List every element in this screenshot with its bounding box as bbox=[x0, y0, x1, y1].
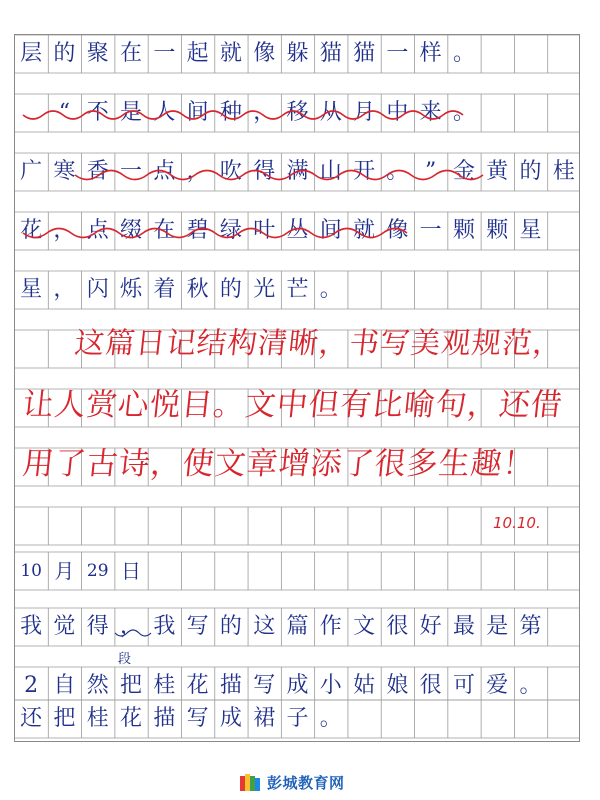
grid-character: 姑 bbox=[353, 673, 376, 698]
grid-character: ， bbox=[253, 100, 276, 125]
grid-character: 得 bbox=[86, 614, 109, 639]
grid-character: 桂 bbox=[86, 706, 109, 731]
grid-character: 描 bbox=[153, 706, 176, 731]
grid-character: 在 bbox=[120, 41, 143, 66]
grid-character: 很 bbox=[419, 673, 442, 698]
essay-row-2 bbox=[15, 94, 580, 132]
grid-character: 花 bbox=[20, 218, 43, 243]
essay-row-3 bbox=[15, 153, 580, 191]
grid-character: 成 bbox=[286, 673, 309, 698]
grid-character: 好 bbox=[419, 614, 442, 639]
grid-character: 花 bbox=[186, 673, 209, 698]
grid-character: 香 bbox=[86, 159, 109, 184]
grid-character: 桂 bbox=[153, 673, 176, 698]
grid-character: 一 bbox=[386, 41, 409, 66]
grid-character: 开 bbox=[353, 159, 376, 184]
grid-character: 是 bbox=[486, 614, 509, 639]
grid-character: 绿 bbox=[219, 218, 242, 243]
diary-date-row bbox=[15, 552, 580, 590]
grid-character: 的 bbox=[219, 614, 242, 639]
grid-character: 像 bbox=[386, 218, 409, 243]
diary-row-3 bbox=[15, 700, 580, 738]
footer-watermark bbox=[238, 770, 345, 794]
grid-character: 这 bbox=[253, 614, 276, 639]
diary-row-text bbox=[15, 608, 580, 646]
grid-character: 最 bbox=[452, 614, 475, 639]
grid-character: 寒 bbox=[53, 159, 76, 184]
grid-character: 篇 bbox=[286, 614, 309, 639]
teacher-comment-date: 10.10. bbox=[493, 514, 541, 532]
grid-character: 成 bbox=[219, 706, 242, 731]
grid-character: 像 bbox=[253, 41, 276, 66]
grid-character: 不 bbox=[86, 100, 109, 125]
grid-character: 裙 bbox=[253, 706, 276, 731]
grid-character: 得 bbox=[253, 159, 276, 184]
grid-character: 丛 bbox=[286, 218, 309, 243]
insertion-mark: 段 bbox=[118, 652, 132, 667]
essay-row-text bbox=[15, 153, 580, 191]
grid-character bbox=[15, 94, 47, 132]
grid-character: 写 bbox=[186, 706, 209, 731]
grid-character: 月 bbox=[353, 100, 376, 125]
grid-character: 我 bbox=[20, 614, 43, 639]
grid-character: 移 bbox=[286, 100, 309, 125]
grid-character: 写 bbox=[186, 614, 209, 639]
grid-character: 颗 bbox=[486, 218, 509, 243]
teacher-comment-line-2: 让人赏心悦目。文中但有比喻句，还借 bbox=[20, 387, 565, 423]
grid-character: 。 bbox=[452, 100, 475, 125]
grid-character: 觉 bbox=[53, 614, 76, 639]
grid-character: 层 bbox=[20, 41, 43, 66]
diary-row-text bbox=[15, 700, 580, 738]
grid-character: 着 bbox=[153, 277, 176, 302]
grid-character: 作 bbox=[319, 614, 342, 639]
grid-character: 桂 bbox=[552, 159, 575, 184]
grid-character: 样 bbox=[419, 41, 442, 66]
writing-grid-sheet bbox=[14, 34, 580, 742]
grid-character: 我 bbox=[153, 614, 176, 639]
grid-character: 的 bbox=[219, 277, 242, 302]
grid-character: 把 bbox=[120, 673, 143, 698]
grid-character: 2 bbox=[24, 673, 39, 698]
grid-character: 满 bbox=[286, 159, 309, 184]
date-cell: 10 bbox=[20, 561, 42, 581]
grid-character: 黄 bbox=[486, 159, 509, 184]
essay-row-text bbox=[15, 35, 580, 73]
grid-character: 秋 bbox=[186, 277, 209, 302]
grid-character: 星 bbox=[20, 277, 43, 302]
grid-character: ， bbox=[186, 159, 209, 184]
date-cell: 月 bbox=[54, 559, 75, 583]
grid-character: 一 bbox=[120, 159, 143, 184]
essay-row-4 bbox=[15, 212, 580, 250]
grid-character: 吹 bbox=[219, 159, 242, 184]
grid-character: 猫 bbox=[319, 41, 342, 66]
grid-character: 花 bbox=[120, 706, 143, 731]
grid-character: 是 bbox=[120, 100, 143, 125]
grid-character: 广 bbox=[20, 159, 43, 184]
grid-character: 烁 bbox=[120, 277, 143, 302]
grid-character: 写 bbox=[253, 673, 276, 698]
grid-character: 起 bbox=[186, 41, 209, 66]
grid-character: 娘 bbox=[386, 673, 409, 698]
essay-row-text bbox=[15, 94, 580, 132]
teacher-comment-line-1: 这篇日记结构清晰，书写美观规范， bbox=[73, 326, 566, 360]
date-cell: 日 bbox=[121, 559, 142, 583]
grid-character: 小 bbox=[319, 673, 342, 698]
grid-character: 自 bbox=[53, 673, 76, 698]
grid-character: 山 bbox=[319, 159, 342, 184]
grid-character: 间 bbox=[186, 100, 209, 125]
grid-character: 中 bbox=[386, 100, 409, 125]
grid-character: ” bbox=[425, 159, 437, 184]
teacher-comment-line-3: 用了古诗，使文章增添了很多生趣！ bbox=[20, 446, 537, 482]
grid-character: ， bbox=[53, 277, 76, 302]
grid-character: 。 bbox=[319, 706, 342, 731]
grid-character: 的 bbox=[519, 159, 542, 184]
grid-character: 从 bbox=[319, 100, 342, 125]
grid-character: “ bbox=[58, 100, 71, 125]
book-logo-icon bbox=[238, 770, 262, 794]
grid-character: 然 bbox=[86, 673, 109, 698]
date-cell: 29 bbox=[86, 561, 109, 581]
grid-character: 文 bbox=[353, 614, 376, 639]
grid-character: 人 bbox=[153, 100, 176, 125]
grid-character: 碧 bbox=[186, 218, 209, 243]
essay-row-1 bbox=[15, 35, 580, 73]
grid-character: 很 bbox=[386, 614, 409, 639]
grid-character: 第 bbox=[519, 614, 542, 639]
grid-character: 来 bbox=[419, 100, 442, 125]
grid-character: 聚 bbox=[86, 41, 109, 66]
grid-character: 叶 bbox=[253, 218, 276, 243]
grid-character: 还 bbox=[20, 706, 43, 731]
grid-character: 点 bbox=[86, 218, 109, 243]
grid-character: 。 bbox=[319, 277, 342, 302]
essay-row-text bbox=[15, 271, 580, 309]
grid-character: 金 bbox=[452, 159, 475, 184]
grid-character: ， bbox=[120, 614, 143, 639]
grid-character: 种 bbox=[219, 100, 242, 125]
grid-character: 。 bbox=[386, 159, 409, 184]
grid-character: 颗 bbox=[452, 218, 475, 243]
grid-character: 点 bbox=[153, 159, 176, 184]
grid-character: 猫 bbox=[353, 41, 376, 66]
grid-character: 描 bbox=[219, 673, 242, 698]
grid-character: 一 bbox=[153, 41, 176, 66]
grid-character: 可 bbox=[452, 673, 475, 698]
grid-character: 缀 bbox=[120, 218, 143, 243]
grid-character: 子 bbox=[286, 706, 309, 731]
grid-character: 躲 bbox=[286, 41, 309, 66]
grid-character: ， bbox=[53, 218, 76, 243]
grid-character: 的 bbox=[53, 41, 76, 66]
diary-row-1 bbox=[15, 608, 580, 646]
grid-character: 间 bbox=[319, 218, 342, 243]
grid-character: 闪 bbox=[86, 277, 109, 302]
grid-character: 就 bbox=[353, 218, 376, 243]
grid-character: 就 bbox=[219, 41, 242, 66]
grid-character: 。 bbox=[519, 673, 542, 698]
site-name: 彭城教育网 bbox=[267, 773, 345, 792]
grid-character: 光 bbox=[253, 277, 276, 302]
essay-row-text bbox=[15, 212, 580, 250]
grid-character: 。 bbox=[452, 41, 475, 66]
grid-character: 星 bbox=[519, 218, 542, 243]
grid-character: 爱 bbox=[486, 673, 509, 698]
grid-character: 芒 bbox=[286, 277, 309, 302]
grid-character: 把 bbox=[53, 706, 76, 731]
essay-row-5 bbox=[15, 271, 580, 309]
grid-character: 在 bbox=[153, 218, 176, 243]
grid-character: 一 bbox=[419, 218, 442, 243]
